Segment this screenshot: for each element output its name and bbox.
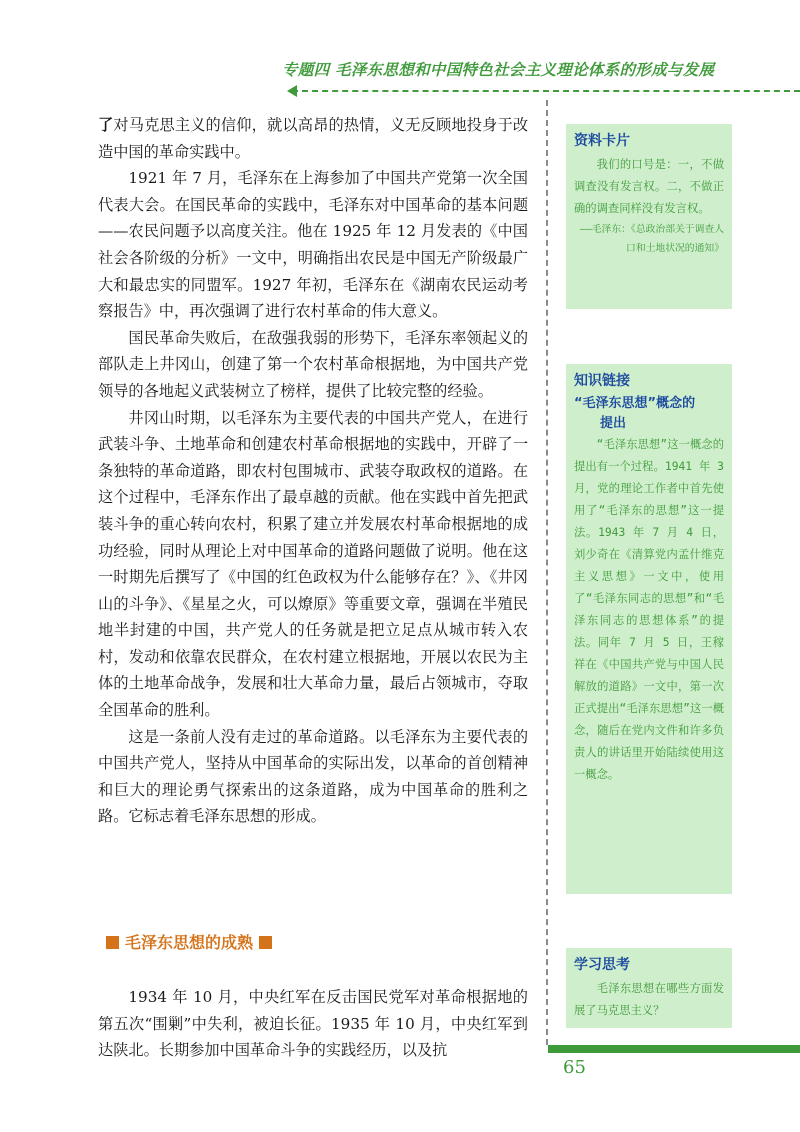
column-divider — [546, 100, 548, 1045]
info-card-title: 资料卡片 — [574, 133, 630, 149]
info-card-source: ——毛泽东：《总政治部关于调查人口和土地状况的通知》 — [579, 224, 724, 254]
main-text-column — [98, 112, 528, 830]
info-card-subtitle-line2: 提出 — [600, 416, 627, 431]
info-card-title: 学习思考 — [574, 957, 630, 973]
square-bullet-icon — [259, 936, 272, 949]
info-card-subtitle-line1: “毛泽东思想”概念的 — [574, 396, 696, 411]
main-text-column-2 — [98, 984, 528, 1064]
info-card-materials — [566, 124, 732, 309]
paragraph-continued — [98, 112, 528, 165]
info-card-subtitle — [574, 394, 724, 434]
paragraph-1934: 1934 年 10 月，中央红军在反击国民党军对革命根据地的第五次“围剿”中失利，被迫长征。1935 年 10 月，中央红军到达陕北。长期参加中国革命斗争的实践经历，以及抗 — [98, 988, 528, 1060]
page-number: 65 — [563, 1057, 586, 1078]
paragraph-first-char: 了 — [98, 116, 114, 134]
footer-bar — [548, 1045, 800, 1053]
section-heading-text: 毛泽东思想的成熟 — [125, 933, 254, 952]
paragraph-jinggangshan-period: 井冈山时期，以毛泽东为主要代表的中国共产党人，在进行武装斗争、土地革命和创建农村革命根据地的实践中，开辟了一条独特的革命道路，即农村包围城市、武装夺取政权的道路。在这个过程中，毛泽东作出了最卓越的贡献。他在实践中首先把武装斗争的重心转向农村，积累了建立并发展农村革命根据地的成功经验，同时从理论上对中国革命的道路问题做了说明。他在这一时期先后撰写了《中国的红色政权为什么能够存在？》、《井冈山的斗争》、《星星之火，可以燎原》等重要文章，强调在半殖民地半封建的中国，共产党人的任务就是把立足点从城市转入农村，发动和依靠农民群众，在农村建立根据地，开展以农民为主体的土地革命战争，发展和壮大革命力量，最后占领城市，夺取全国革命的胜利。 — [98, 408, 528, 720]
section-heading — [100, 930, 278, 953]
paragraph-text: 对马克思主义的信仰，就以高昂的热情，义无反顾地投身于改造中国的革命实践中。 — [98, 116, 529, 161]
paragraph-jinggangshan-founding: 国民革命失败后，在敌强我弱的形势下，毛泽东率领起义的部队走上井冈山，创建了第一个农村革命根据地，为中国共产党领导的各地起义武装树立了榜样，提供了比较完整的经验。 — [98, 328, 528, 400]
info-card-text: 我们的口号是：一，不做调查没有发言权。二，不做正确的调查同样没有发言权。 — [574, 158, 724, 215]
info-card-text: 毛泽东思想在哪些方面发展了马克思主义？ — [574, 982, 724, 1017]
square-bullet-icon — [106, 936, 119, 949]
chapter-header-title: 专题四 毛泽东思想和中国特色社会主义理论体系的形成与发展 — [282, 61, 715, 79]
info-card-title: 知识链接 — [574, 373, 630, 389]
info-card-study-question — [566, 948, 732, 1028]
info-card-text: “毛泽东思想”这一概念的提出有一个过程。1941 年 3 月，党的理论工作者中首先使用了“毛泽东的思想”这一提法。1943 年 7 月 4 日，刘少奇在《清算党内孟什维克主义思想》一文中，使用了“毛泽东同志的思想”和“毛泽东同志的思想体系”的提法。同年 7 月 5 日，王稼祥在《中国共产党与中国人民解放的道路》一文中，第一次正式提出“毛泽东思想”这一概念，随后在党内文件和许多负责人的讲话里开始陆续使用这一概念。 — [574, 438, 724, 781]
info-card-knowledge-link — [566, 364, 732, 894]
paragraph-1921: 1921 年 7 月，毛泽东在上海参加了中国共产党第一次全国代表大会。在国民革命的实践中，毛泽东对中国革命的基本问题——农民问题予以高度关注。他在 1925 年 12 月发表的《中国社会各阶级的分析》一文中，明确指出农民是中国无产阶级最广大和最忠实的同盟军。1927 年初，毛泽东在《湖南农民运动考察报告》中，再次强调了进行农村革命的伟大意义。 — [98, 169, 528, 321]
paragraph-revolutionary-road: 这是一条前人没有走过的革命道路。以毛泽东为主要代表的中国共产党人，坚持从中国革命的实际出发，以革命的首创精神和巨大的理论勇气探索出的这条道路，成为中国革命的胜利之路。它标志着毛泽东思想的形成。 — [98, 727, 528, 826]
header-dashed-rule — [292, 90, 800, 92]
